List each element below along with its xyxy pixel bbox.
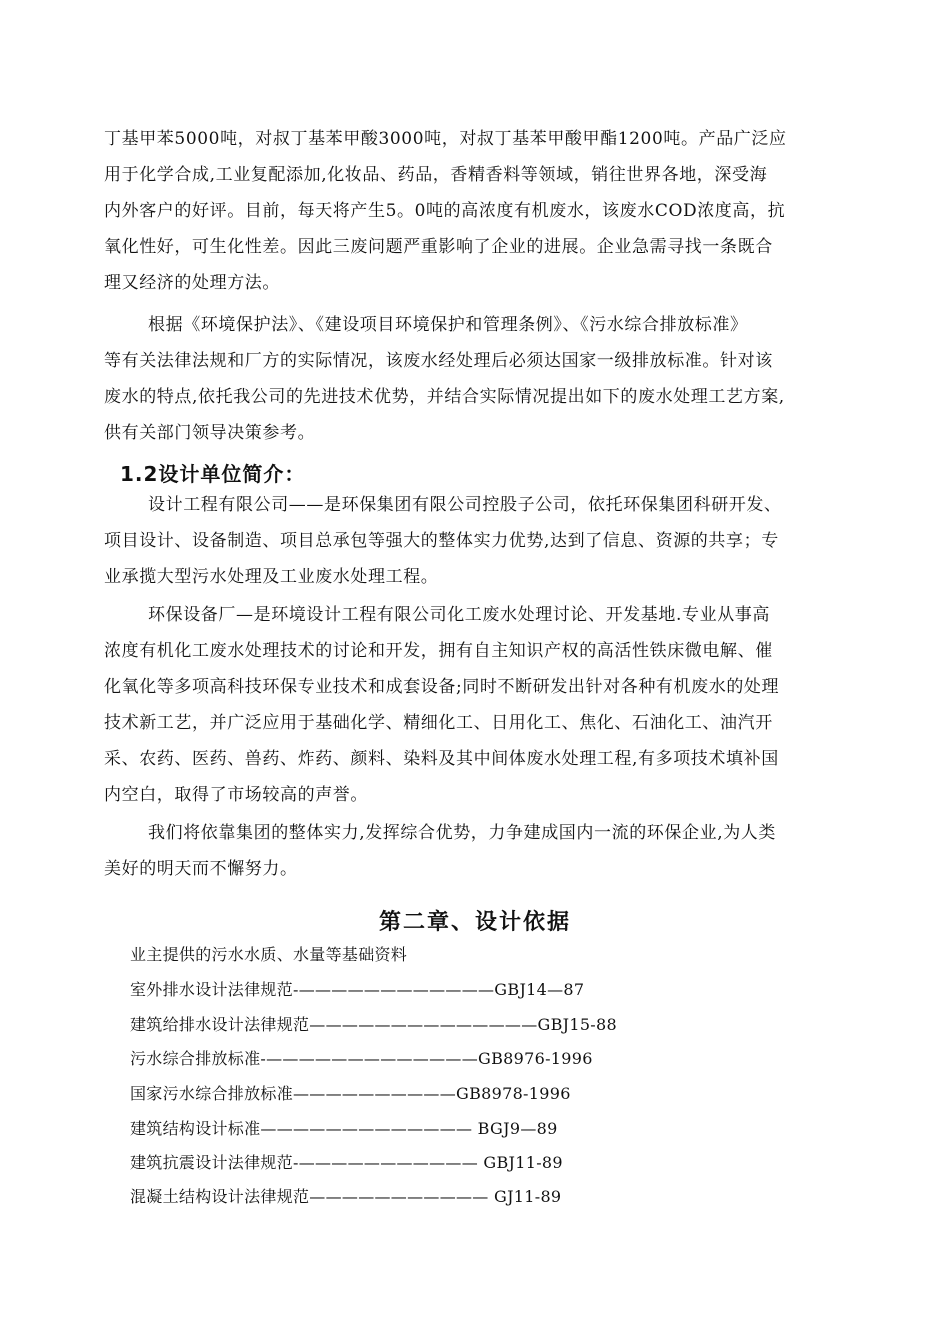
reference-item: 国家污水综合排放标准——————————GB8978-1996 <box>130 1084 571 1103</box>
reference-item: 业主提供的污水水质、水量等基础资料 <box>130 945 408 964</box>
reference-item: 污水综合排放标准-—————————————GB8976-1996 <box>130 1049 593 1068</box>
reference-item: 建筑抗震设计法律规范-——————————— GBJ11-89 <box>130 1153 563 1172</box>
intro-line: 理又经济的处理方法。 <box>104 273 280 293</box>
reference-item: 室外排水设计法律规范-————————————GBJ14—87 <box>130 980 585 999</box>
section-heading: 1.2设计单位简介： <box>120 462 306 486</box>
reference-item: 建筑结构设计标准————————————— BGJ9—89 <box>130 1119 558 1138</box>
company-line: 设计工程有限公司——是环保集团有限公司控股子公司，依托环保集团科研开发、 <box>148 495 782 515</box>
intro-line: 内外客户的好评。目前，每天将产生5。0吨的高浓度有机废水，该废水COD浓度高，抗 <box>104 201 786 221</box>
factory-line: 浓度有机化工废水处理技术的讨论和开发，拥有自主知识产权的高活性铁床微电解、催 <box>104 641 773 661</box>
reference-item: 混凝土结构设计法律规范——————————— GJ11-89 <box>130 1187 562 1206</box>
closing-line: 我们将依靠集团的整体实力,发挥综合优势，力争建成国内一流的环保企业,为人类 <box>148 823 777 843</box>
intro-line: 氧化性好，可生化性差。因此三废问题严重影响了企业的进展。企业急需寻找一条既合 <box>104 237 773 257</box>
chapter-title: 第二章、设计依据 <box>378 910 571 935</box>
company-line: 项目设计、设备制造、项目总承包等强大的整体实力优势,达到了信息、资源的共享；专 <box>104 531 779 551</box>
intro-line: 丁基甲苯5000吨，对叔丁基苯甲酸3000吨，对叔丁基苯甲酸甲酯1200吨。产品广泛应 <box>104 129 787 149</box>
closing-line: 美好的明天而不懈努力。 <box>104 859 298 879</box>
factory-line: 环保设备厂—是环境设计工程有限公司化工废水处理讨论、开发基地.专业从事高 <box>148 605 771 625</box>
company-line: 业承揽大型污水处理及工业废水处理工程。 <box>104 567 439 587</box>
factory-line: 内空白，取得了市场较高的声誉。 <box>104 785 368 805</box>
basis-line: 根据《环境保护法》、《建设项目环境保护和管理条例》、《污水综合排放标准》 <box>148 315 748 335</box>
factory-line: 采、农药、医药、兽药、炸药、颜料、染料及其中间体废水处理工程,有多项技术填补国 <box>104 749 779 769</box>
basis-line: 供有关部门领导决策参考。 <box>104 423 316 443</box>
factory-line: 技术新工艺，并广泛应用于基础化学、精细化工、日用化工、焦化、石油化工、油汽开 <box>104 713 773 733</box>
basis-line: 废水的特点,依托我公司的先进技术优势，并结合实际情况提出如下的废水处理工艺方案, <box>104 387 785 407</box>
intro-line: 用于化学合成,工业复配添加,化妆品、药品，香精香料等领域，销往世界各地，深受海 <box>104 165 768 185</box>
reference-item: 建筑给排水设计法律规范——————————————GBJ15-88 <box>130 1015 617 1034</box>
basis-line: 等有关法律法规和厂方的实际情况，该废水经处理后必须达国家一级排放标准。针对该 <box>104 351 773 371</box>
factory-line: 化氧化等多项高科技环保专业技术和成套设备;同时不断研发出针对各种有机废水的处理 <box>104 677 780 697</box>
